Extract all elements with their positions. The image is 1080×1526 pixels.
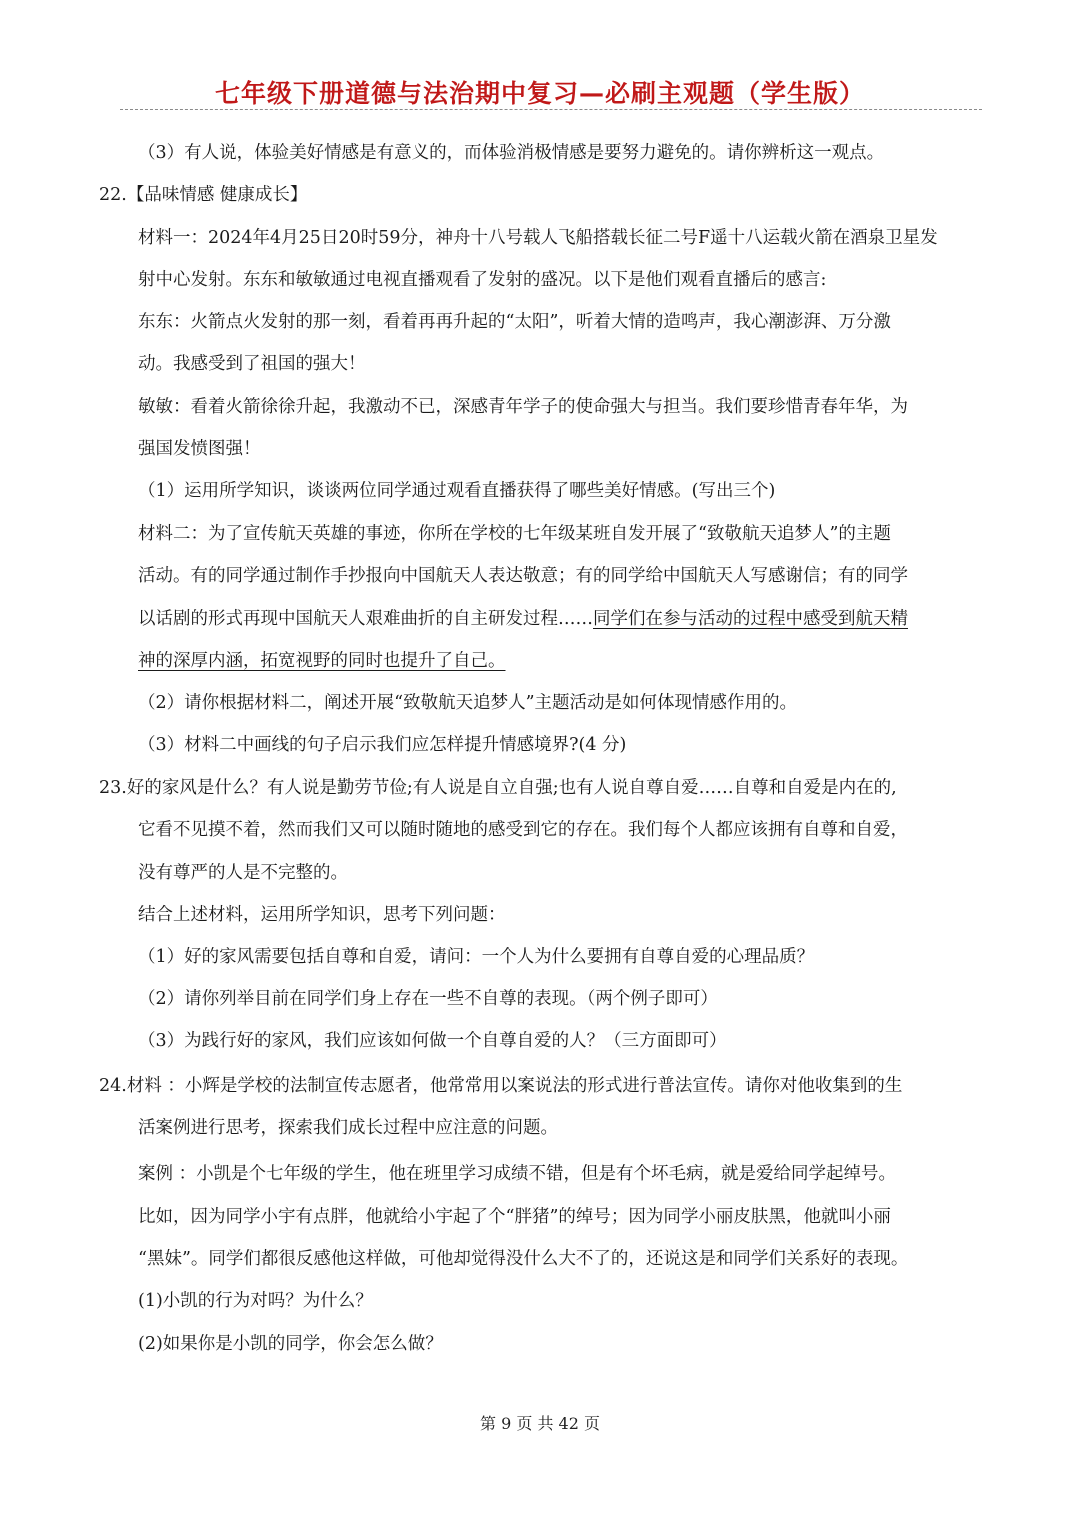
q23-line3: 没有尊严的人是不完整的。 [138, 863, 348, 883]
q24-sub1: (1)小凯的行为对吗？为什么？ [138, 1291, 373, 1311]
q22-sub3: （3）材料二中画线的句子启示我们应怎样提升情感境界?(4 分) [138, 735, 627, 755]
q24-line2: 活案例进行思考，探索我们成长过程中应注意的问题。 [138, 1118, 558, 1138]
q24-case-line2: 比如，因为同学小宇有点胖，他就给小宇起了个“胖猪”的绰号；因为同学小丽皮肤黑，他就叫小丽 [138, 1207, 891, 1227]
q22-minmin-line1: 敏敏：看着火箭徐徐升起，我激动不已，深感青年学子的使命强大与担当。我们要珍惜青春年华，为 [138, 397, 908, 417]
q24-case-line1: 案例 ：小凯是个七年级的学生，他在班里学习成绩不错，但是有个坏毛病，就是爱给同学起绰号。 [138, 1164, 897, 1184]
q22-material1-line2: 射中心发射。东东和敏敏通过电视直播观看了发射的盛况。以下是他们观看直播后的感言: [138, 270, 827, 290]
material2-text: 以话剧的形式再现中国航天人艰难曲折的自主研发过程…… [138, 609, 593, 629]
q21-sub3: （3）有人说，体验美好情感是有意义的，而体验消极情感是要努力避免的。请你辨析这一观点。 [138, 143, 885, 163]
q23-line1: 23.好的家风是什么？有人说是勤劳节俭;有人说是自立自强;也有人说自尊自爱……自尊和自爱是内在的, [99, 778, 897, 798]
q22-dongdong-line2: 动。我感受到了祖国的强大！ [138, 354, 366, 374]
q22-material2-line2: 活动。有的同学通过制作手抄报向中国航天人表达敬意；有的同学给中国航天人写感谢信；有的同学 [138, 566, 908, 586]
q24-line1: 24.材料 ：小辉是学校的法制宣传志愿者，他常常用以案说法的形式进行普法宣传。请你对他收集到的生 [99, 1076, 903, 1096]
q23-sub1: （1）好的家风需要包括自尊和自爱，请问：一个人为什么要拥有自尊自爱的心理品质？ [138, 947, 815, 967]
q23-sub3: （3）为践行好的家风，我们应该如何做一个自尊自爱的人？（三方面即可） [138, 1031, 727, 1051]
q22-sub1: （1）运用所学知识，谈谈两位同学通过观看直播获得了哪些美好情感。(写出三个) [138, 481, 776, 501]
q22-sub2: （2）请你根据材料二，阐述开展“致敬航天追梦人”主题活动是如何体现情感作用的。 [138, 693, 798, 713]
header-divider [120, 109, 982, 110]
q22-heading: 22.【品味情感 健康成长】 [99, 185, 308, 205]
underlined-sentence: 同学们在参与活动的过程中感受到航天精 [593, 609, 908, 629]
page-title: 七年级下册道德与法治期中复习—必刷主观题（学生版） [214, 79, 865, 108]
page-number: 第 9 页 共 42 页 [480, 1414, 600, 1433]
q22-material2-line3 [138, 607, 908, 631]
q22-material1-line1: 材料一：2024年4月25日20时59分，神舟十八号载人飞船搭载长征二号F遥十八运载火箭在酒泉卫星发 [138, 228, 938, 248]
q23-instruction: 结合上述材料，运用所学知识，思考下列问题： [138, 905, 506, 925]
q23-sub2: （2）请你列举目前在同学们身上存在一些不自尊的表现。（两个例子即可） [138, 989, 718, 1009]
q22-minmin-line2: 强国发愤图强！ [138, 439, 261, 459]
q23-line2: 它看不见摸不着，然而我们又可以随时随地的感受到它的存在。我们每个人都应该拥有自尊和自爱， [138, 820, 908, 840]
q22-material2-line4: 神的深厚内涵，拓宽视野的同时也提升了自己。 [138, 651, 506, 671]
q24-sub2: (2)如果你是小凯的同学，你会怎么做？ [138, 1334, 443, 1354]
q22-material2-line1: 材料二：为了宣传航天英雄的事迹，你所在学校的七年级某班自发开展了“致敬航天追梦人”的主题 [138, 524, 891, 544]
q22-dongdong-line1: 东东：火箭点火发射的那一刻，看着再再升起的“太阳”，听着大情的造鸣声，我心潮澎湃、万分激 [138, 312, 891, 332]
q24-case-line3: “黑妹”。同学们都很反感他这样做，可他却觉得没什么大不了的，还说这是和同学们关系好的表现。 [138, 1249, 909, 1269]
